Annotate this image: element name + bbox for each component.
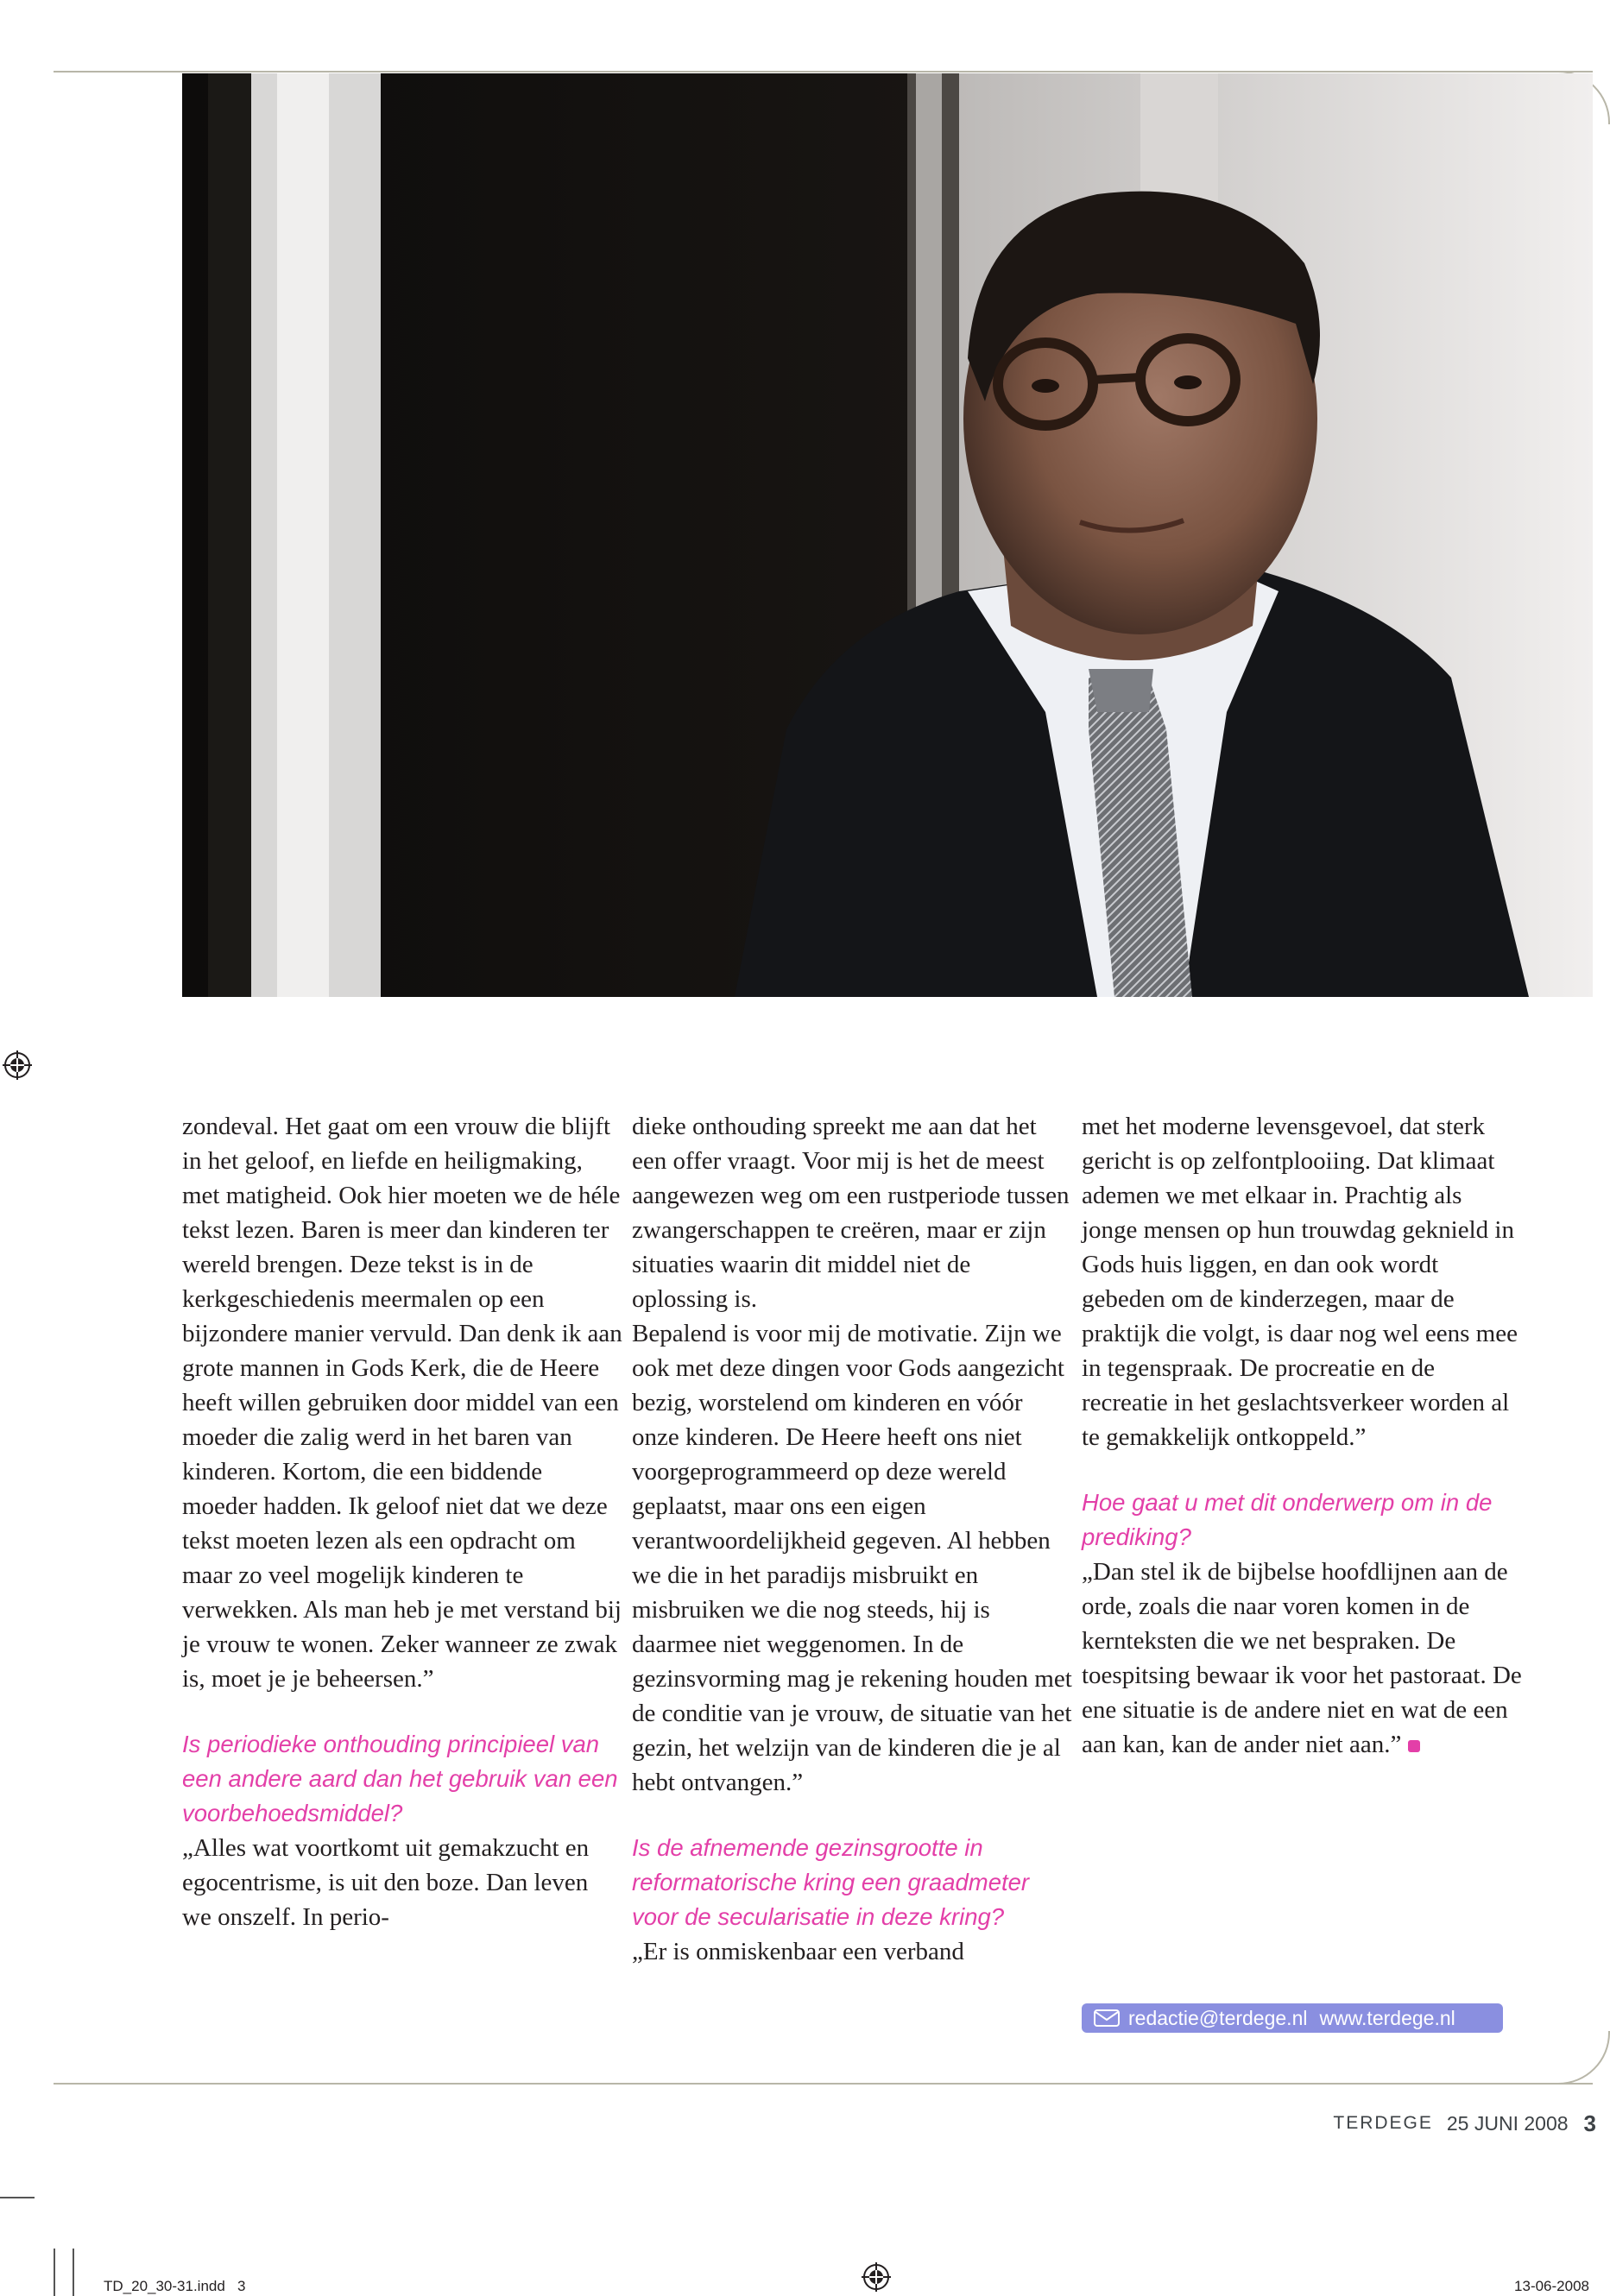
contact-website-link[interactable]: www.terdege.nl: [1319, 2006, 1455, 2029]
envelope-icon: [1094, 2009, 1120, 2027]
text-column-2: [632, 1109, 1072, 1969]
body-paragraph: met het moderne levensgevoel, dat sterk gericht is op zelfontplooiing. Dat klimaat ademen we met elkaar in. Prachtig als jonge mensen op hun trouwdag geknield in Gods huis liggen, en dan ook wordt gebeden om de kinderzegen, maar de praktijk die volgt, is daar nog wel eens mee in tegenspraak. De procreatie en de recreatie in het geslachtsverkeer worden al te gemakkelijk ontkoppeld.”: [1082, 1113, 1518, 1451]
page-number: 3: [1583, 2110, 1596, 2136]
body-paragraph: „Alles wat voortkomt uit gemakzucht en egocentrisme, is uit den boze. Dan leven we onszelf. In perio-: [182, 1834, 590, 1931]
interview-question: Is de afnemende gezinsgrootte in reformatorische kring een graadmeter voor de secularisatie in deze kring?: [632, 1834, 1030, 1930]
registration-mark-icon: [3, 1050, 32, 1080]
crop-mark: [54, 2249, 55, 2296]
interview-question: Hoe gaat u met dit onderwerp om in de prediking?: [1082, 1489, 1493, 1550]
text-column-3: [1082, 1109, 1522, 1762]
registration-mark-icon: [862, 2262, 891, 2292]
body-paragraph: zondeval. Het gaat om een vrouw die blijft in het geloof, en liefde en heiligmaking, met matigheid. Ook hier moeten we de héle tekst lezen. Baren is meer dan kinderen ter wereld brengen. Deze tekst is in de kerkgeschiedenis meermalen op een bijzondere manier vervuld. Dan denk ik aan grote mannen in Gods Kerk, die de Heere heeft willen gebruiken door middel van een moeder die zalig werd in het baren van kinderen. Kortom, die een biddende moeder hadden. Ik geloof niet dat we deze tekst moeten lezen als een opdracht om maar zo veel mogelijk kinderen te verwekken. Als man heb je met verstand bij je vrouw te wonen. Zeker wanneer ze zwak is, moet je je beheersen.”: [182, 1113, 622, 1693]
issue-date: 25 JUNI 2008: [1446, 2111, 1569, 2135]
body-paragraph: „Er is onmiskenbaar een verband: [632, 1938, 964, 1965]
frame-curve-bottom: [1556, 2031, 1610, 2085]
end-mark-icon: [1408, 1740, 1420, 1752]
crop-mark: [0, 2197, 35, 2198]
contact-bar: [1082, 2003, 1503, 2033]
contact-email-link[interactable]: redactie@terdege.nl: [1128, 2006, 1308, 2029]
frame-line-bottom: [54, 2083, 1593, 2085]
body-paragraph: Bepalend is voor mij de motivatie. Zijn we ook met deze dingen voor Gods aangezicht bezig, worstelend om kinderen en vóór onze kinderen. De Heere heeft ons niet voorgeprogrammeerd op deze wereld geplaatst, maar ons een eigen verantwoordelijkheid gegeven. Al hebben we die in het paradijs misbruikt en misbruiken we die nog steeds, hij is daarmee niet weggenomen. In de gezinsvorming mag je rekening houden met de conditie van je vrouw, de situatie van het gezin, het welzijn van de kinderen die je al hebt ontvangen.”: [632, 1320, 1072, 1796]
interview-question: Is periodieke onthouding principieel van een andere aard dan het gebruik van een voorbehoedsmiddel?: [182, 1731, 618, 1826]
slug-file-name: TD_20_30-31.indd 3: [104, 2278, 246, 2294]
body-paragraph-end: [1082, 1555, 1522, 1762]
text-column-1: [182, 1109, 622, 1934]
magazine-name: TERDEGE: [1333, 2113, 1433, 2133]
frame-line-top: [54, 71, 1593, 73]
page-folio: [1333, 2106, 1596, 2141]
crop-mark: [73, 2249, 74, 2296]
body-paragraph-text: „Dan stel ik de bijbelse hoofdlijnen aan de orde, zoals die naar voren komen in de kernteksten die we net bespraken. De toespitsing bewaar ik voor het pastoraat. De ene situatie is de andere niet en wat de een aan kan, kan de ander niet aan.”: [1082, 1558, 1522, 1758]
slug-date: 13-06-2008: [1514, 2278, 1589, 2294]
portrait-photo: [182, 73, 1593, 997]
body-paragraph: dieke onthouding spreekt me aan dat het een offer vraagt. Voor mij is het de meest aangewezen weg om een rustperiode tussen zwangerschappen te creëren, maar er zijn situaties waarin dit middel niet de oplossing is.: [632, 1113, 1070, 1313]
